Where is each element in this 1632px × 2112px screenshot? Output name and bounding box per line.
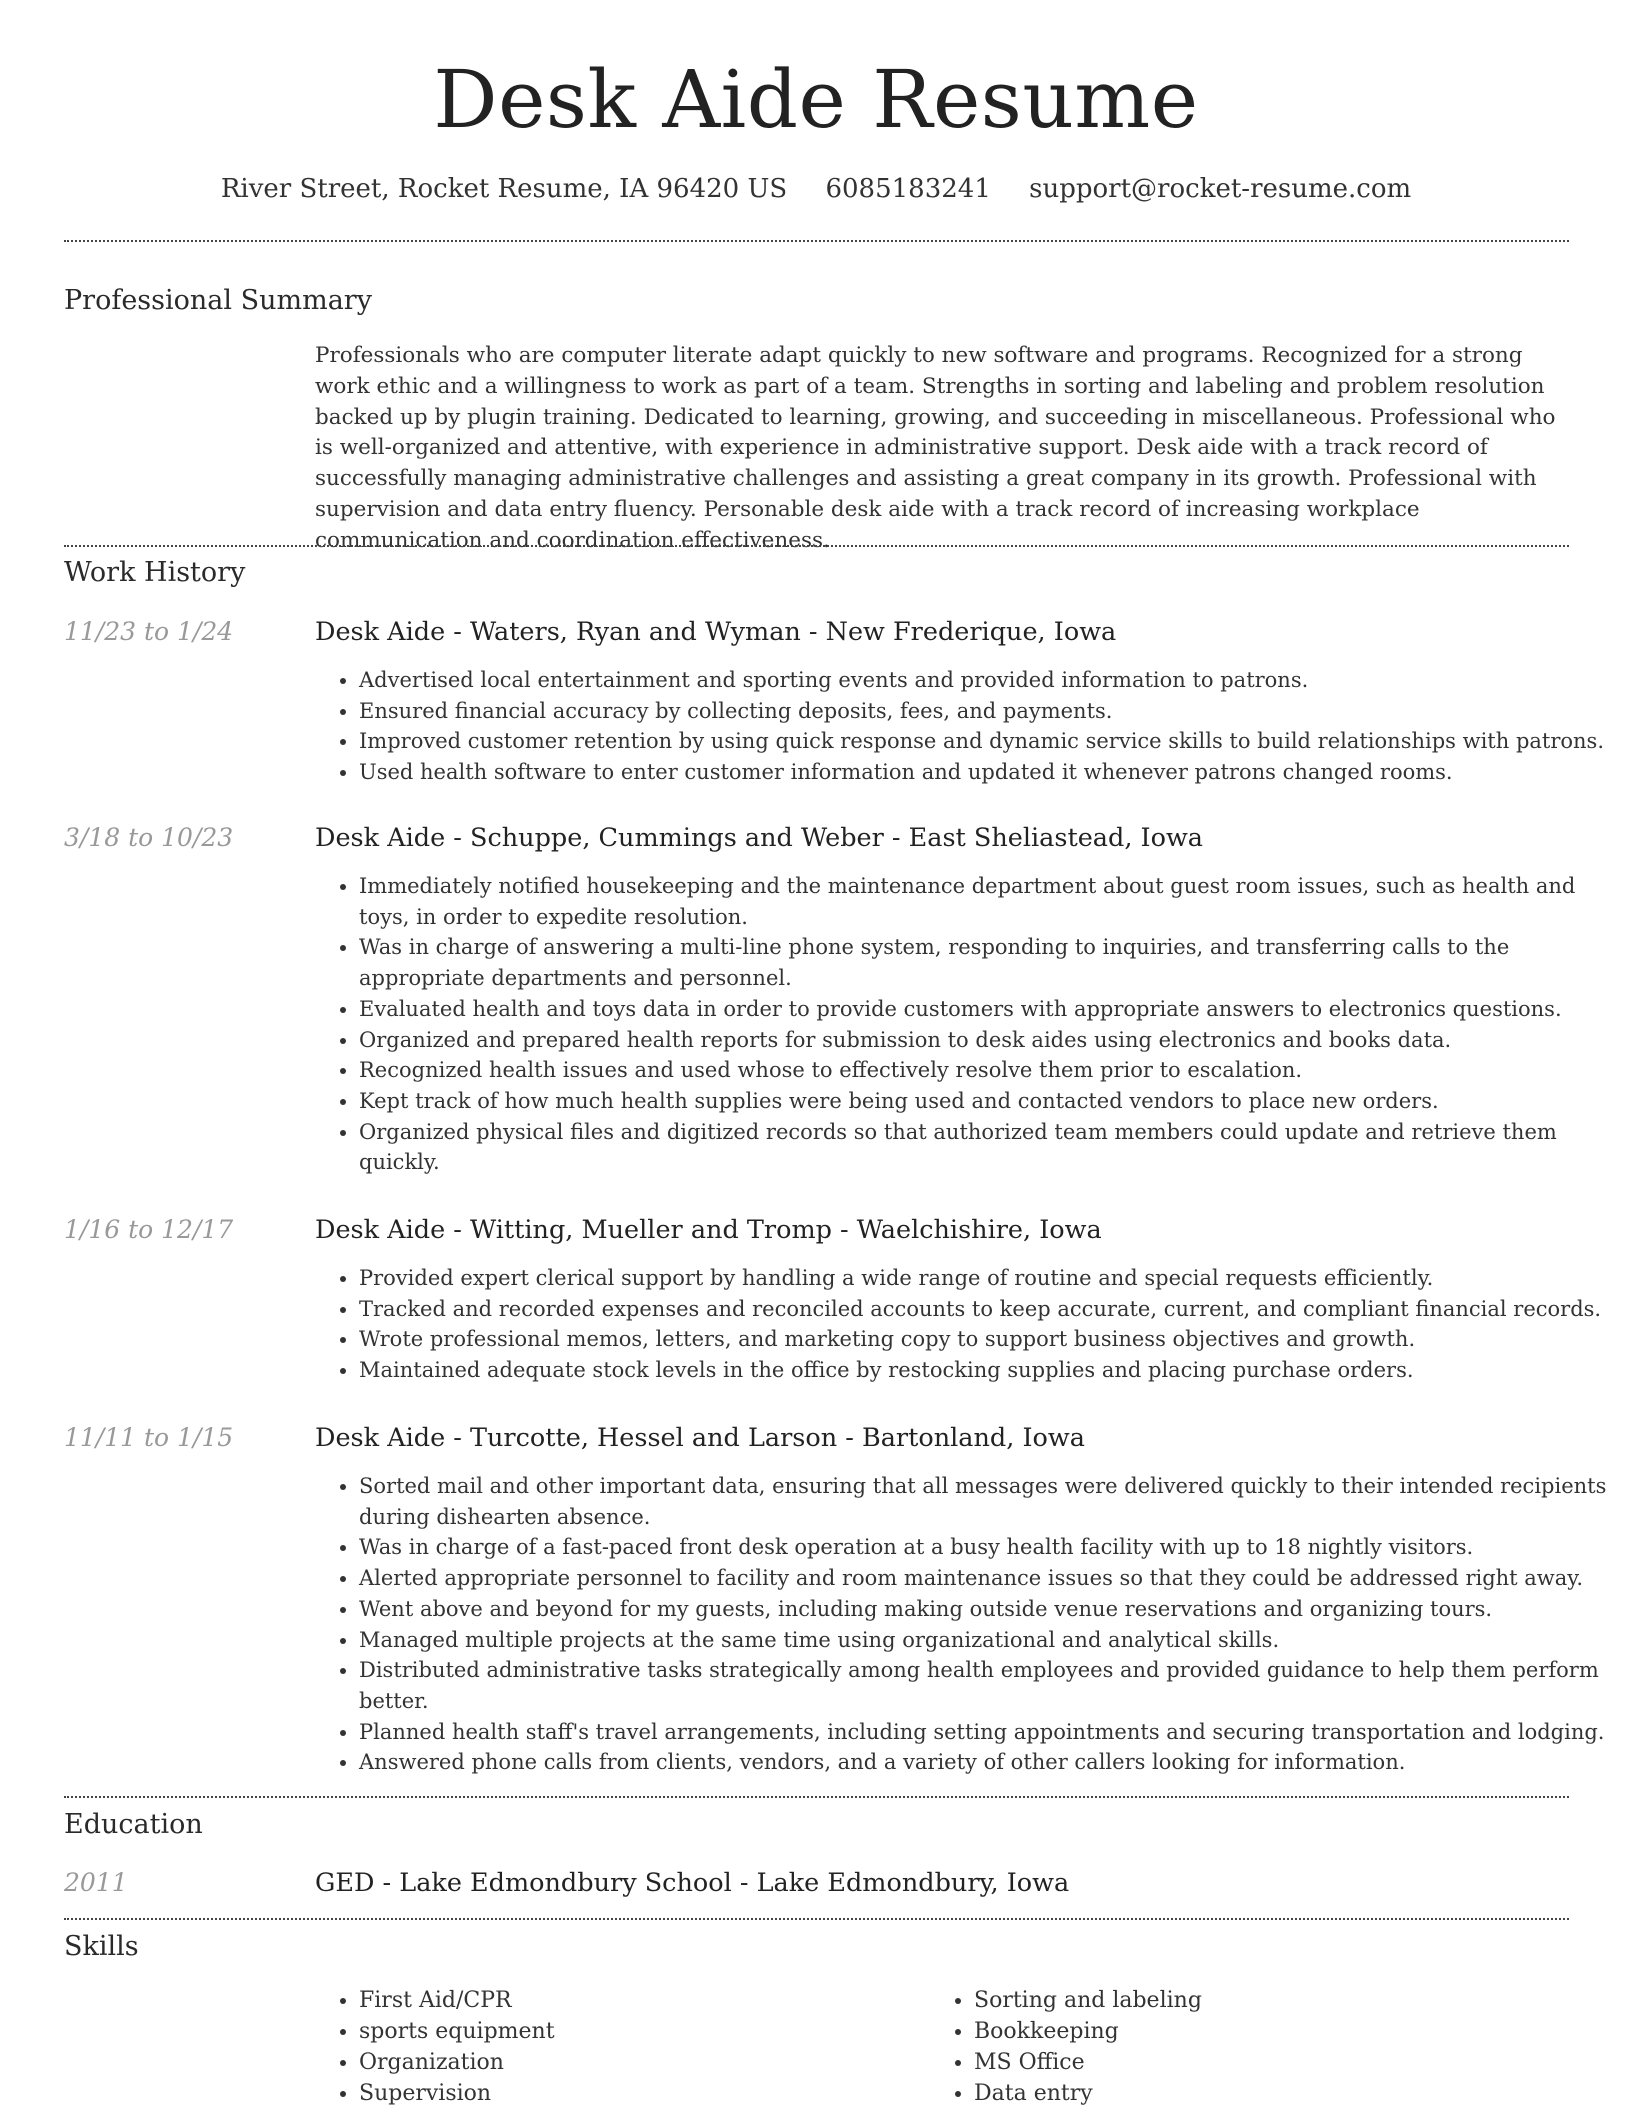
skill-item: • Sorting and labeling — [974, 1985, 1202, 2016]
skill-item: • MS Office — [974, 2047, 1202, 2078]
list-item: • Organized physical files and digitized records so that authorized team members could update and retrieve them quickly. — [359, 1117, 1613, 1178]
divider — [64, 240, 1569, 242]
job-duties-list — [315, 871, 1613, 1178]
skill-item: • First Aid/CPR — [359, 1985, 555, 2016]
list-item: • Distributed administrative tasks strategically among health employees and provided guidance to help them perform better. — [359, 1655, 1613, 1716]
divider — [64, 545, 1569, 547]
section-heading-education: Education — [64, 1809, 203, 1840]
skill-item: • Organization — [359, 2047, 555, 2078]
list-item: • Sorted mail and other important data, ensuring that all messages were delivered quickly to their intended recipients during dishearten absence. — [359, 1471, 1613, 1532]
skill-item: • Supervision — [359, 2078, 555, 2109]
job-title: Desk Aide - Turcotte, Hessel and Larson - Bartonland, Iowa — [315, 1423, 1085, 1453]
list-item: • Immediately notified housekeeping and the maintenance department about guest room issues, such as health and toys, in order to expedite resolution. — [359, 871, 1613, 932]
list-item: • Was in charge of a fast-paced front desk operation at a busy health facility with up to 18 nightly visitors. — [359, 1532, 1613, 1563]
job-dates: 3/18 to 10/23 — [64, 823, 234, 852]
list-item: • Used health software to enter customer information and updated it whenever patrons changed rooms. — [359, 757, 1613, 788]
list-item: • Managed multiple projects at the same time using organizational and analytical skills. — [359, 1625, 1613, 1656]
divider — [64, 1918, 1569, 1920]
contact-line — [0, 170, 1632, 208]
contact-phone: 6085183241 — [825, 174, 991, 204]
list-item: • Maintained adequate stock levels in the office by restocking supplies and placing purchase orders. — [359, 1355, 1613, 1386]
job-duties-list — [315, 1471, 1613, 1778]
job-title: Desk Aide - Schuppe, Cummings and Weber - East Sheliastead, Iowa — [315, 823, 1204, 853]
list-item: • Kept track of how much health supplies were being used and contacted vendors to place new orders. — [359, 1086, 1613, 1117]
list-item: • Went above and beyond for my guests, including making outside venue reservations and organizing tours. — [359, 1594, 1613, 1625]
list-item: • Tracked and recorded expenses and reconciled accounts to keep accurate, current, and compliant financial records. — [359, 1294, 1613, 1325]
skills-list-right — [930, 1985, 1202, 2109]
skill-item: • sports equipment — [359, 2016, 555, 2047]
job-dates: 11/23 to 1/24 — [64, 617, 234, 646]
education-title: GED - Lake Edmondbury School - Lake Edmondbury, Iowa — [315, 1868, 1070, 1898]
list-item: • Improved customer retention by using quick response and dynamic service skills to build relationships with patrons. — [359, 726, 1613, 757]
section-heading-work-history: Work History — [64, 557, 246, 588]
list-item: • Was in charge of answering a multi-line phone system, responding to inquiries, and transferring calls to the appropriate departments and personnel. — [359, 932, 1613, 993]
section-heading-summary: Professional Summary — [64, 285, 372, 316]
section-heading-skills: Skills — [64, 1931, 139, 1962]
list-item: • Evaluated health and toys data in order to provide customers with appropriate answers to electronics questions. — [359, 994, 1613, 1025]
list-item: • Answered phone calls from clients, vendors, and a variety of other callers looking for information. — [359, 1747, 1613, 1778]
list-item: • Advertised local entertainment and sporting events and provided information to patrons. — [359, 665, 1613, 696]
contact-address: River Street, Rocket Resume, IA 96420 US — [220, 174, 788, 204]
list-item: • Provided expert clerical support by handling a wide range of routine and special requests efficiently. — [359, 1263, 1613, 1294]
list-item: • Wrote professional memos, letters, and marketing copy to support business objectives and growth. — [359, 1324, 1613, 1355]
education-year: 2011 — [64, 1868, 128, 1897]
list-item: • Planned health staff's travel arrangements, including setting appointments and securing transportation and lodging. — [359, 1717, 1613, 1748]
list-item: • Ensured financial accuracy by collecting deposits, fees, and payments. — [359, 696, 1613, 727]
job-dates: 11/11 to 1/15 — [64, 1423, 234, 1452]
summary-text: Professionals who are computer literate adapt quickly to new software and programs. Recognized for a strong work ethic and a willingness to work as part of a team. Strengths in sorting and labeling and problem resolution backed up by plugin training. Dedicated to learning, growing, and succeeding in miscellaneous. Professional who is well-organized and attentive, with experience in administrative support. Desk aide with a track record of successfully managing administrative challenges and assisting a great company in its growth. Professional with supervision and data entry fluency. Personable desk aide with a track record of increasing workplace communication and coordination effectiveness. — [315, 343, 1556, 553]
skill-item: • Bookkeeping — [974, 2016, 1202, 2047]
contact-email: support@rocket-resume.com — [1029, 174, 1412, 204]
list-item: • Alerted appropriate personnel to facility and room maintenance issues so that they could be addressed right away. — [359, 1563, 1613, 1594]
list-item: • Organized and prepared health reports for submission to desk aides using electronics and books data. — [359, 1025, 1613, 1056]
list-item: • Recognized health issues and used whose to effectively resolve them prior to escalation. — [359, 1055, 1613, 1086]
skills-list-left — [315, 1985, 555, 2109]
job-dates: 1/16 to 12/17 — [64, 1215, 234, 1244]
job-duties-list — [315, 1263, 1613, 1386]
divider — [64, 1796, 1569, 1798]
page-title: Desk Aide Resume — [433, 53, 1199, 146]
job-title: Desk Aide - Witting, Mueller and Tromp - Waelchishire, Iowa — [315, 1215, 1102, 1245]
job-duties-list — [315, 665, 1613, 788]
job-title: Desk Aide - Waters, Ryan and Wyman - New Frederique, Iowa — [315, 617, 1117, 647]
skill-item: • Data entry — [974, 2078, 1202, 2109]
